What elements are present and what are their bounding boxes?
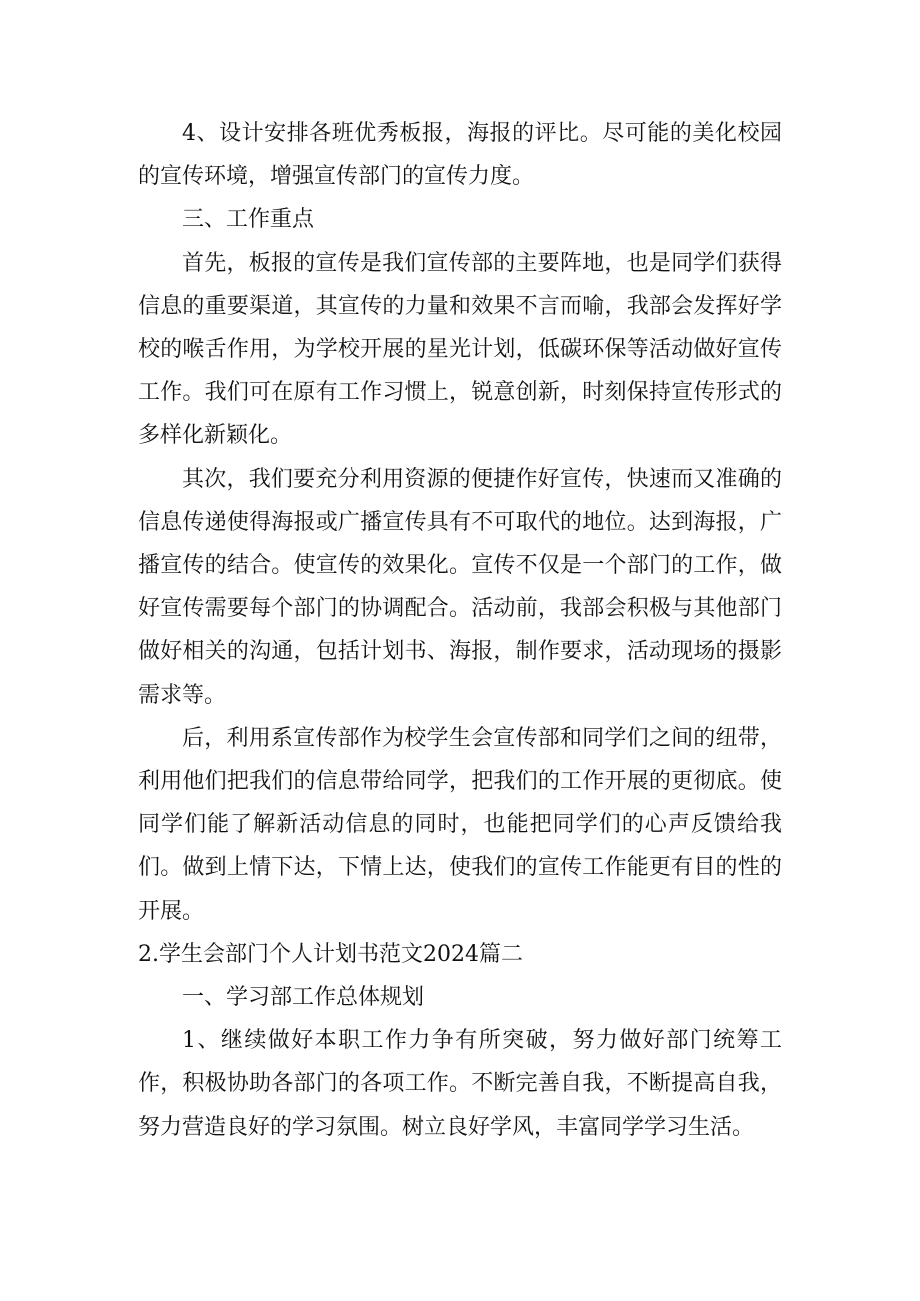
document-page xyxy=(138,112,782,1149)
paragraph-blackboard-publicity: 首先，板报的宣传是我们宣传部的主要阵地，也是同学们获得信息的重要渠道，其宣传的力量和效果不言而喻，我部会发挥好学校的喉舌作用，为学校开展的星光计划，低碳环保等活动做好宣传工作。我们可在原有工作习惯上，锐意创新，时刻保持宣传形式的多样化新颖化。 xyxy=(138,250,782,449)
paragraph-design-posters: 4、设计安排各班优秀板报，海报的评比。尽可能的美化校园的宣传环境，增强宣传部门的宣传力度。 xyxy=(138,121,782,190)
subheading-study-dept-plan: 一、学习部工作总体规划 xyxy=(182,985,425,1011)
paragraph-department-bridge: 后，利用系宣传部作为校学生会宣传部和同学们之间的纽带，利用他们把我们的信息带给同学，把我们的工作开展的更彻底。使同学们能了解新活动信息的同时，也能把同学们的心声反馈给我们。做到上情下达，下情上达，使我们的宣传工作能更有目的性的开展。 xyxy=(138,725,782,924)
paragraph-resources-publicity: 其次，我们要充分利用资源的便捷作好宣传，快速而又准确的信息传递使得海报或广播宣传具有不可取代的地位。达到海报，广播宣传的结合。使宣传的效果化。宣传不仅是一个部门的工作，做好宣传需要每个部门的协调配合。活动前，我部会积极与其他部门做好相关的沟通，包括计划书、海报，制作要求，活动现场的摄影需求等。 xyxy=(138,466,782,708)
section-title-plan-two: 2.学生会部门个人计划书范文2024篇二 xyxy=(138,941,523,967)
paragraph-continue-work: 1、继续做好本职工作力争有所突破，努力做好部门统筹工作，积极协助各部门的各项工作。不断完善自我，不断提高自我，努力营造良好的学习氛围。树立良好学风，丰富同学学习生活。 xyxy=(138,1028,782,1140)
subheading-work-focus: 三、工作重点 xyxy=(182,207,315,233)
